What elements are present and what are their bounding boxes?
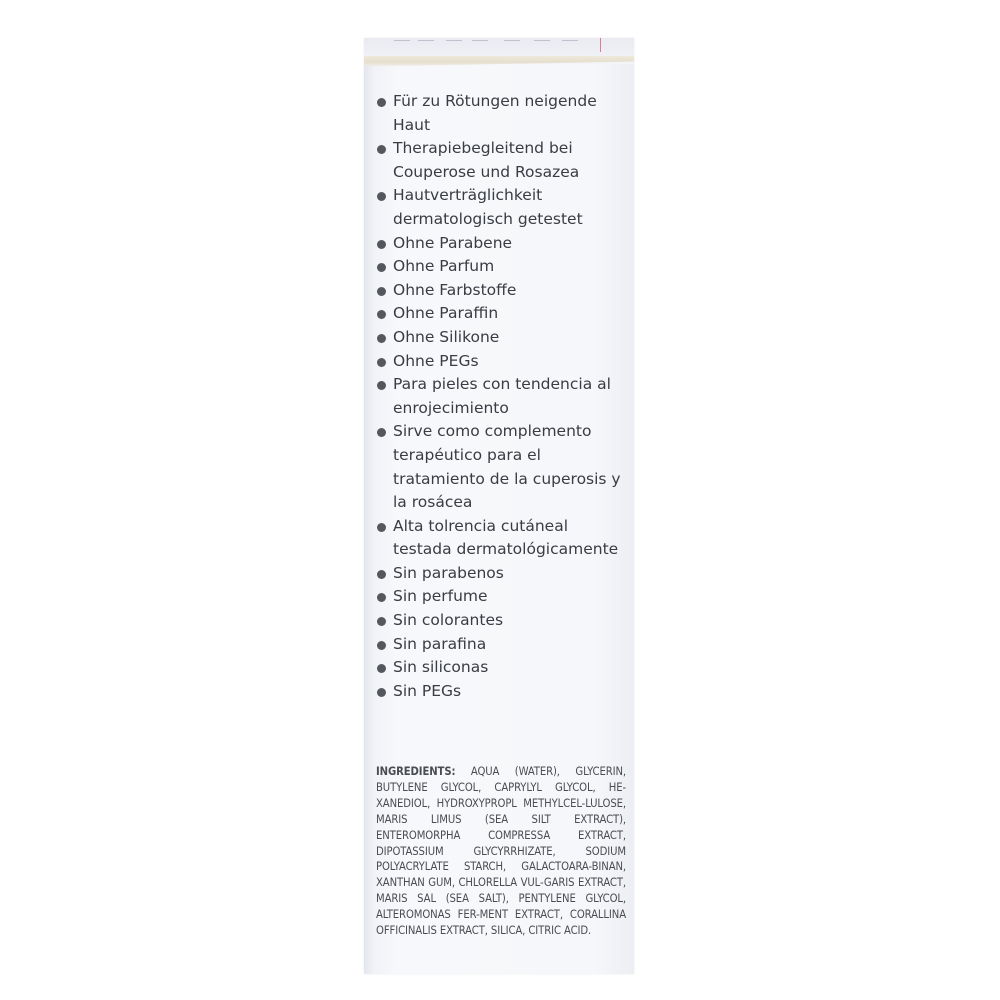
spanish-feature-item	[376, 680, 626, 704]
bullet-dot-icon	[377, 664, 386, 673]
ingredients-text: AQUA (WATER), GLYCERIN, BUTYLENE GLYCOL, CAPRYLYL GLYCOL, HE-XANEDIOL, HYDROXYPROPL METHYLCEL-LULOSE, MARIS LIMUS (SEA SILT EXTRACT), ENTEROMORPHA COMPRESSA EXTRACT, DIPOTASSIUM GLYCYRRHIZATE, SODIUM POLYACRYLATE STARCH, GALACTOARA-BINAN, XANTHAN GUM, CHLORELLA VUL-GARIS EXTRACT, MARIS SAL (SEA SALT), PENTYLENE GLYCOL, ALTEROMONAS FER-MENT EXTRACT, CORALLINA OFFICINALIS EXTRACT, SILICA, CITRIC ACID.	[376, 765, 626, 938]
spanish-feature-text: Sin colorantes	[393, 611, 504, 630]
german-feature-text: Ohne Silikone	[393, 327, 500, 346]
bullet-dot-icon	[377, 287, 386, 296]
spanish-feature-item	[376, 656, 626, 680]
spanish-feature-text: Sin perfume	[393, 587, 488, 606]
german-feature-item	[376, 184, 626, 231]
spanish-feature-item	[376, 609, 626, 633]
german-feature-text: Ohne PEGs	[393, 351, 479, 370]
german-feature-item	[376, 232, 626, 256]
spanish-feature-list	[376, 373, 626, 703]
bullet-dot-icon	[377, 240, 386, 249]
german-feature-item	[376, 302, 626, 326]
spanish-feature-item	[376, 562, 626, 586]
bullet-dot-icon	[377, 334, 386, 343]
flap-red-mark	[600, 38, 601, 52]
bullet-dot-icon	[377, 617, 386, 626]
bullet-dot-icon	[377, 192, 386, 201]
features-content	[376, 90, 626, 703]
german-feature-item	[376, 279, 626, 303]
bullet-dot-icon	[377, 98, 386, 107]
bullet-dot-icon	[377, 641, 386, 650]
bullet-dot-icon	[377, 593, 386, 602]
ingredients-block	[376, 764, 626, 939]
spanish-feature-text: Sin PEGs	[393, 681, 462, 700]
german-feature-item	[376, 326, 626, 350]
bullet-dot-icon	[377, 523, 386, 532]
bullet-dot-icon	[377, 428, 386, 437]
german-feature-text: Therapiebegleitend bei Couperose und Rosazea	[393, 139, 580, 181]
bullet-dot-icon	[377, 263, 386, 272]
spanish-feature-item	[376, 633, 626, 657]
spanish-feature-text: Alta tolrencia cutáneal testada dermatológicamente	[393, 516, 619, 559]
german-feature-text: Ohne Parfum	[393, 257, 495, 276]
bullet-dot-icon	[377, 310, 386, 319]
bullet-dot-icon	[377, 381, 386, 390]
ingredients-label: INGREDIENTS:	[376, 765, 456, 778]
spanish-feature-item	[376, 420, 626, 514]
flap-print-marks	[394, 40, 584, 50]
bullet-dot-icon	[377, 688, 386, 697]
spanish-feature-item	[376, 585, 626, 609]
german-feature-text: Ohne Paraffin	[393, 304, 499, 323]
spanish-feature-text: Para pieles con tendencia al enrojecimiento	[393, 375, 611, 417]
german-feature-item	[376, 350, 626, 374]
spanish-feature-text: Sin siliconas	[393, 658, 489, 677]
bullet-dot-icon	[377, 570, 386, 579]
spanish-feature-text: Sirve como complemento terapéutico para el tratamiento de la cuperosis y la rosácea	[393, 422, 621, 512]
german-feature-list	[376, 90, 626, 373]
german-feature-text: Ohne Parabene	[393, 233, 513, 252]
german-feature-item	[376, 255, 626, 279]
bullet-dot-icon	[377, 358, 386, 367]
spanish-feature-item	[376, 515, 626, 562]
german-feature-text: Ohne Farbstoffe	[393, 280, 517, 299]
german-feature-item	[376, 137, 626, 184]
german-feature-text: Hautverträglichkeit dermatologisch getestet	[393, 186, 583, 228]
german-feature-text: Für zu Rötungen neigende Haut	[393, 92, 597, 134]
bullet-dot-icon	[377, 145, 386, 154]
german-feature-item	[376, 90, 626, 137]
spanish-feature-item	[376, 373, 626, 420]
spanish-feature-text: Sin parabenos	[393, 563, 504, 582]
spanish-feature-text: Sin parafina	[393, 634, 487, 653]
